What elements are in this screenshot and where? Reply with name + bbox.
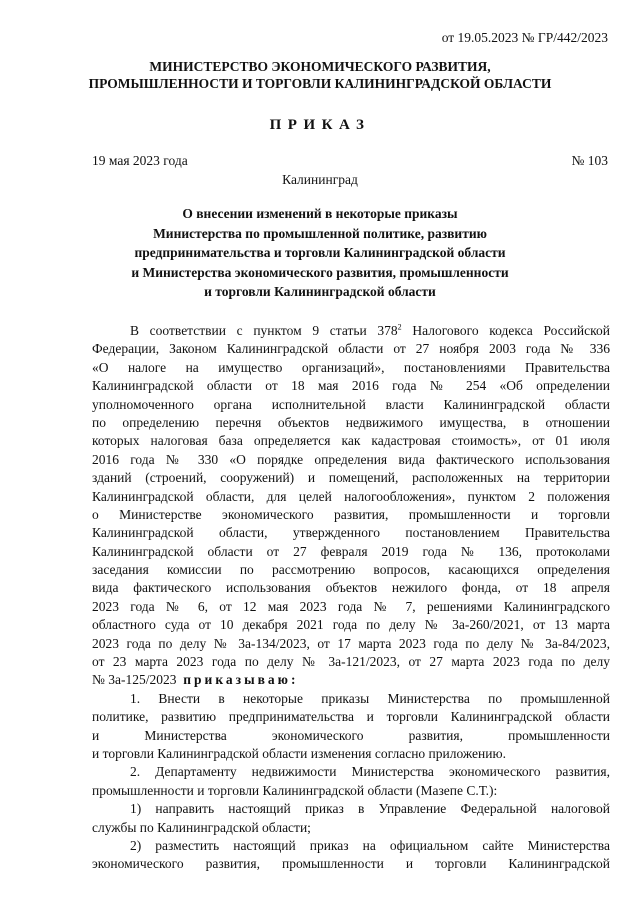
body-line: В соответствии с пунктом 9 статьи $378^2$ Налогового кодекса Российской [130, 322, 610, 338]
body-line: о Министерстве экономического развития, промышленности и торговли [92, 506, 610, 522]
body-line: Калининградской области от 18 мая 2016 года № 254 «Об определении [92, 378, 610, 394]
subject-line: и торговли Калининградской области [204, 284, 436, 299]
order-body [92, 322, 610, 874]
body-line: областного суда от 10 декабря 2021 года по делу № 3а-260/2021, от 13 марта [92, 617, 610, 633]
item-line: экономического развития, промышленности и торговли Калининградской [92, 856, 610, 872]
order-number: № 103 [571, 153, 608, 168]
order-decree-word: приказываю: [183, 672, 299, 688]
order-title: ПРИКАЗ [269, 117, 371, 133]
registration-reference: от 19.05.2023 № ГР/442/2023 [441, 30, 608, 45]
item-line: политике, развитию предпринимательства и торговли Калининградской области [92, 709, 610, 725]
order-date: 19 мая 2023 года [92, 153, 188, 168]
item-line: службы по Калининградской области; [92, 819, 311, 835]
body-line: зданий (строений, сооружений) и помещений, расположенных на территории [92, 470, 610, 486]
body-line: Калининградской области, утвержденного постановлением Правительства [92, 525, 610, 541]
body-line: 2016 года № 330 «О порядке определения вида фактического использования [92, 451, 610, 467]
body-line: по определению перечня объектов недвижимого имущества, в отношении [92, 414, 610, 430]
body-line: уполномоченного органа исполнительной власти Калининградской области [92, 396, 610, 412]
body-line: от 23 марта 2023 года по делу № 3а-121/2023, от 27 марта 2023 года по делу [92, 654, 610, 670]
body-line: № 3а-125/2023 приказываю: [92, 672, 299, 688]
body-line: заседания комиссии по рассмотрению вопросов, касающихся определения [92, 562, 610, 578]
item-line: 2. Департаменту недвижимости Министерства экономического развития, [130, 764, 610, 780]
body-line: «О налоге на имущество организаций», постановлениями Правительства [92, 359, 610, 375]
body-line: 2023 года № 6, от 12 мая 2023 года № 7, решениями Калининградского [92, 598, 610, 614]
item-line: 2) разместить настоящий приказ на официальном сайте Министерства [130, 837, 610, 853]
item-line: промышленности и торговли Калининградской области (Мазепе С.Т.): [92, 782, 498, 798]
ministry-line: МИНИСТЕРСТВО ЭКОНОМИЧЕСКОГО РАЗВИТИЯ, [149, 59, 491, 74]
body-line: вида фактического использования объектов нежилого фонда, от 18 апреля [92, 580, 610, 596]
ministry-line: ПРОМЫШЛЕННОСТИ И ТОРГОВЛИ КАЛИНИНГРАДСКОЙ ОБЛАСТИ [88, 76, 552, 91]
item-line: 1) направить настоящий приказ в Управление Федеральной налоговой [130, 801, 610, 817]
body-line: Калининградской области от 27 февраля 2019 года № 136, протоколами [92, 543, 610, 559]
item-line: 1. Внести в некоторые приказы Министерства по промышленной [130, 690, 610, 706]
body-line: 2023 года по делу № 3а-134/2023, от 17 марта 2023 года по делу № 3а-84/2023, [92, 635, 610, 651]
ministry-header [0, 58, 640, 92]
body-line: Калининградской области, для целей налогообложения», пунктом 2 положения [92, 488, 610, 504]
item-line: и Министерства экономического развития, промышленности [92, 727, 610, 743]
order-city: Калининград [282, 172, 358, 187]
subject-line: Министерства по промышленной политике, развитию [153, 225, 487, 241]
body-line: Федерации, Законом Калининградской области от 27 ноября 2003 года № 336 [92, 341, 610, 357]
body-line: которых налоговая база определяется как кадастровая стоимость», от 01 июля [92, 433, 610, 449]
item-line: и торговли Калининградской области изменения согласно приложению. [92, 745, 506, 761]
subject-line: и Министерства экономического развития, промышленности [131, 264, 509, 280]
subject-line: предпринимательства и торговли Калининградской области [134, 245, 506, 260]
order-subject [0, 204, 640, 302]
subject-line: О внесении изменений в некоторые приказы [182, 206, 458, 221]
